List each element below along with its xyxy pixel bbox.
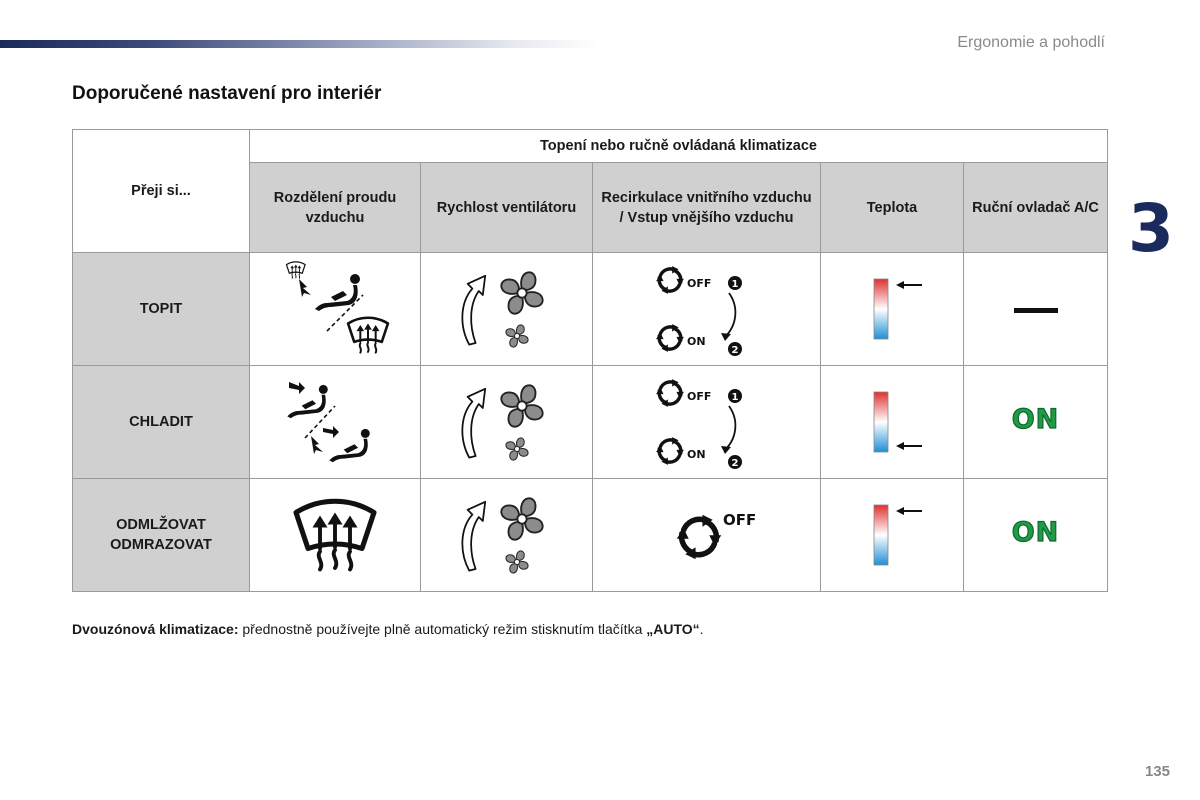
recirculation-cell bbox=[593, 253, 821, 366]
mode-label bbox=[73, 479, 250, 592]
footnote-text: přednostně používejte plně automatický režim stisknutím tlačítka bbox=[238, 621, 647, 637]
footnote-label: Dvouzónová klimatizace: bbox=[72, 621, 239, 637]
temperature-cell bbox=[821, 366, 964, 479]
footnote bbox=[72, 621, 704, 637]
recirc-off-label: OFF bbox=[686, 277, 711, 290]
chapter-number: 3 bbox=[1128, 190, 1174, 267]
recommended-settings-table bbox=[72, 129, 1108, 592]
mode-label-line-1: ODMLŽOVAT bbox=[116, 517, 206, 533]
temperature-cell bbox=[821, 253, 964, 366]
column-header-ac: Ruční ovladač A/C bbox=[964, 163, 1108, 253]
fan-speed-cell bbox=[421, 253, 593, 366]
page-number: 135 bbox=[1144, 763, 1170, 780]
footnote-end: . bbox=[699, 621, 704, 637]
page-title: Doporučené nastavení pro interiér bbox=[72, 83, 382, 104]
step-one-badge: 1 bbox=[731, 279, 738, 290]
recirculation-sequence-icon bbox=[647, 372, 767, 472]
table-row bbox=[73, 253, 1108, 366]
recirc-off-label: OFF bbox=[686, 390, 711, 403]
group-header: Topení nebo ručně ovládaná klimatizace bbox=[250, 130, 1108, 163]
table-row bbox=[73, 366, 1108, 479]
recirculation-off-icon bbox=[647, 495, 767, 575]
recirculation-cell bbox=[593, 479, 821, 592]
column-header-fan-speed: Rychlost ventilátoru bbox=[421, 163, 593, 253]
section-label: Ergonomie a pohodlí bbox=[957, 34, 1105, 51]
ac-cell bbox=[964, 479, 1108, 592]
ac-not-applicable-dash bbox=[1014, 308, 1058, 313]
ac-on-label: ON bbox=[1011, 404, 1060, 435]
recirc-off-label: OFF bbox=[722, 511, 756, 529]
ac-cell bbox=[964, 366, 1108, 479]
step-one-badge: 1 bbox=[731, 392, 738, 403]
column-header-recirculation: Recirkulace vnitřního vzduchu / Vstup vnějšího vzduchu bbox=[593, 163, 821, 253]
face-and-feet-icon bbox=[275, 372, 395, 472]
feet-and-windscreen-icon bbox=[275, 259, 395, 359]
temperature-high-icon bbox=[852, 495, 932, 575]
distribution-cell bbox=[250, 479, 421, 592]
header-gradient-bar bbox=[0, 40, 600, 48]
table-row bbox=[73, 479, 1108, 592]
wish-header: Přeji si... bbox=[73, 130, 250, 253]
fan-speed-high-icon bbox=[452, 485, 562, 585]
column-header-temperature: Teplota bbox=[821, 163, 964, 253]
temperature-cell bbox=[821, 479, 964, 592]
footnote-auto: „AUTO“ bbox=[646, 621, 700, 637]
distribution-cell bbox=[250, 253, 421, 366]
recirculation-sequence-icon bbox=[647, 259, 767, 359]
recirc-on-label: ON bbox=[686, 448, 706, 461]
mode-label: TOPIT bbox=[73, 253, 250, 366]
step-two-badge: 2 bbox=[731, 345, 738, 356]
fan-speed-high-icon bbox=[452, 259, 562, 359]
ac-on-label: ON bbox=[1011, 517, 1060, 548]
distribution-cell bbox=[250, 366, 421, 479]
fan-speed-cell bbox=[421, 479, 593, 592]
temperature-high-icon bbox=[852, 269, 932, 349]
fan-speed-cell bbox=[421, 366, 593, 479]
mode-label-line-2: ODMRAZOVAT bbox=[110, 537, 212, 553]
mode-label: CHLADIT bbox=[73, 366, 250, 479]
column-header-distribution: Rozdělení proudu vzduchu bbox=[250, 163, 421, 253]
recirculation-cell bbox=[593, 366, 821, 479]
step-two-badge: 2 bbox=[731, 458, 738, 469]
recirc-on-label: ON bbox=[686, 335, 706, 348]
fan-speed-high-icon bbox=[452, 372, 562, 472]
temperature-low-icon bbox=[852, 382, 932, 462]
windscreen-demist-icon bbox=[290, 495, 380, 575]
ac-cell bbox=[964, 253, 1108, 366]
